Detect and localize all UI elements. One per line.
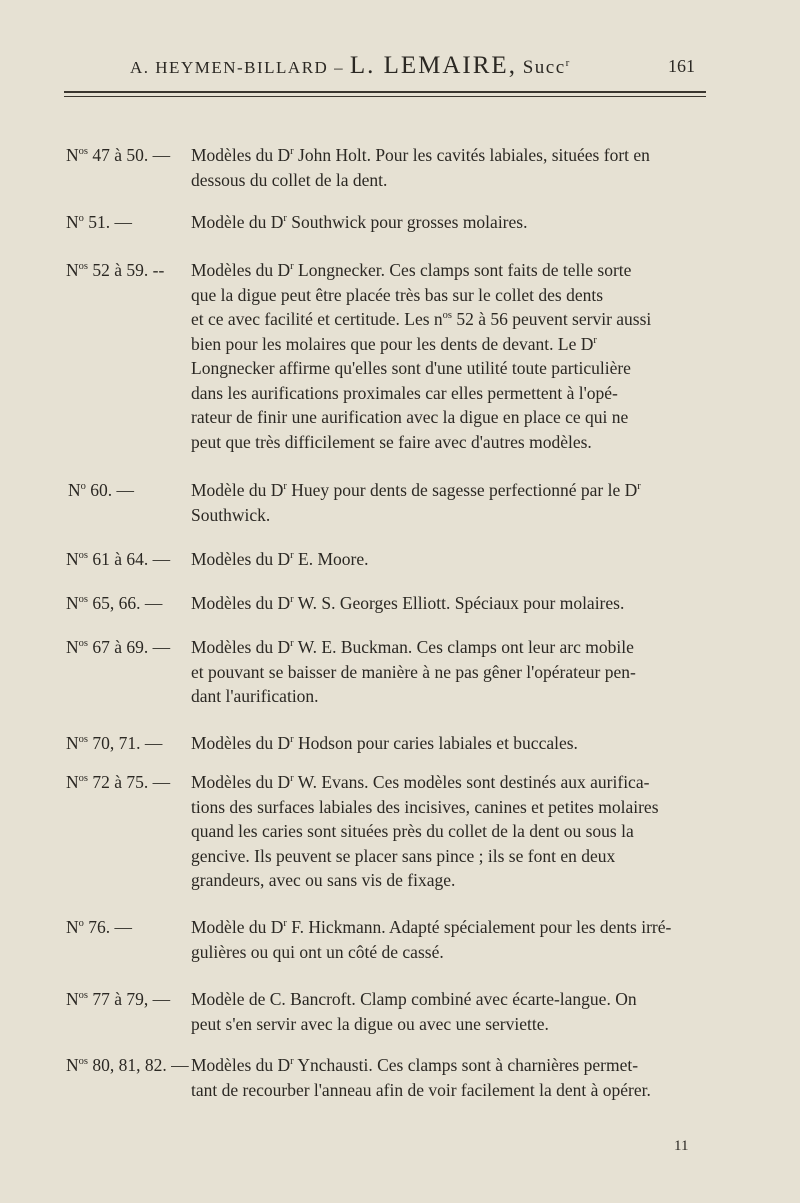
header-rule-thin [64, 96, 706, 97]
entry-text-line: dant l'aurification. [191, 686, 319, 706]
entry-text-line: bien pour les molaires que pour les dents de devant. Le $D^r$ [191, 333, 597, 354]
entry-text-line: Modèles du $D^r$ Longnecker. Ces clamps sont faits de telle sorte [191, 260, 632, 280]
entry-text-line: Modèles du $D^r$ E. Moore. [191, 549, 369, 569]
entry-number: $N^{os}$ 61 à 64. — [66, 549, 171, 569]
entry-text-line: Modèle du $D^r$ F. Hickmann. Adapté spécialement pour les dents irré- [191, 917, 672, 937]
page-number: 161 [668, 56, 695, 76]
entry-text-line: dessous du collet de la dent. [191, 169, 388, 190]
entry-number: $N^o$ 76. — [66, 917, 133, 937]
entry-text-line: Modèle du $D^r$ Southwick pour grosses molaires. [191, 212, 528, 232]
entry-number: $N^o$ 51. — [66, 212, 133, 232]
entry-text-line: peut s'en servir avec la digue ou avec une serviette. [191, 1013, 549, 1034]
entry-text-line: gulières ou qui ont un côté de cassé. [191, 941, 444, 962]
entry-text-line: Modèles du $D^r$ W. E. Buckman. Ces clamps ont leur arc mobile [191, 637, 634, 657]
entry-text-line: Southwick. [191, 504, 271, 525]
entry-text-line: Longnecker affirme qu'elles sont d'une utilité toute particulière [191, 358, 631, 378]
entry-number: $N^o$ 60. — [68, 480, 135, 500]
entry-text-line: rateur de finir une aurification avec la digue en place ce qui ne [191, 407, 629, 427]
entry-text-line: dans les aurifications proximales car elles permettent à l'opé- [191, 382, 618, 403]
header-name: L. LEMAIRE, [349, 52, 517, 79]
entry-number: $N^{os}$ 67 à 69. — [66, 637, 171, 657]
entry-text-line: gencive. Ils peuvent se placer sans pince ; ils se font en deux [191, 845, 616, 866]
entry-text-line: Modèle de C. Bancroft. Clamp combiné avec écarte-langue. On [191, 989, 637, 1009]
entry-text-line: et ce avec facilité et certitude. Les $n^{os}$ 52 à 56 peuvent servir aussi [191, 309, 652, 329]
header-succ: Succ [522, 57, 566, 78]
entry-number: $N^{os}$ 72 à 75. — [66, 772, 171, 792]
entry-number: $N^{os}$ 80, 81, 82. — [66, 1055, 189, 1075]
signature-mark: 11 [674, 1138, 689, 1154]
entry-text-line: Modèles du $D^r$ John Holt. Pour les cavités labiales, situées fort en [191, 145, 650, 165]
entry-text-line: et pouvant se baisser de manière à ne pas gêner l'opérateur pen- [191, 661, 636, 682]
entry-text-line: peut que très difficilement se faire avec d'autres modèles. [191, 431, 592, 452]
entry-text-line: que la digue peut être placée très bas sur le collet des dents [191, 284, 604, 305]
entry-number: $N^{os}$ 52 à 59. -- [66, 260, 165, 280]
entry-text-line: Modèles du $D^r$ W. S. Georges Elliott. Spéciaux pour molaires. [191, 593, 625, 613]
entry-text-line: quand les caries sont situées près du collet de la dent ou sous la [191, 821, 634, 841]
entry-number: $N^{os}$ 70, 71. — [66, 733, 163, 753]
entry-text-line: Modèles du $D^r$ Hodson pour caries labiales et buccales. [191, 733, 578, 753]
entry-number: $N^{os}$ 65, 66. — [66, 593, 163, 613]
entry-number: $N^{os}$ 47 à 50. — [66, 145, 171, 165]
entry-text-line: tant de recourber l'anneau afin de voir facilement la dent à opérer. [191, 1079, 651, 1100]
entry-text-line: Modèle du $D^r$ Huey pour dents de sagesse perfectionné par le $D^r$ [191, 480, 641, 500]
header-succ-sup: r [565, 57, 571, 69]
header-title [130, 52, 571, 80]
entry-text-line: Modèles du $D^r$ Ynchausti. Ces clamps sont à charnières permet- [191, 1055, 639, 1075]
entry-text-line: grandeurs, avec ou sans vis de fixage. [191, 870, 456, 890]
entry-text-line: Modèles du $D^r$ W. Evans. Ces modèles sont destinés aux aurifica- [191, 772, 650, 792]
header-publisher: A. HEYMEN-BILLARD – [130, 58, 345, 77]
running-header [0, 52, 800, 86]
header-rule-thick [64, 91, 706, 93]
entry-number: $N^{os}$ 77 à 79, — [66, 989, 171, 1009]
entry-text-line: tions des surfaces labiales des incisives, canines et petites molaires [191, 796, 659, 817]
